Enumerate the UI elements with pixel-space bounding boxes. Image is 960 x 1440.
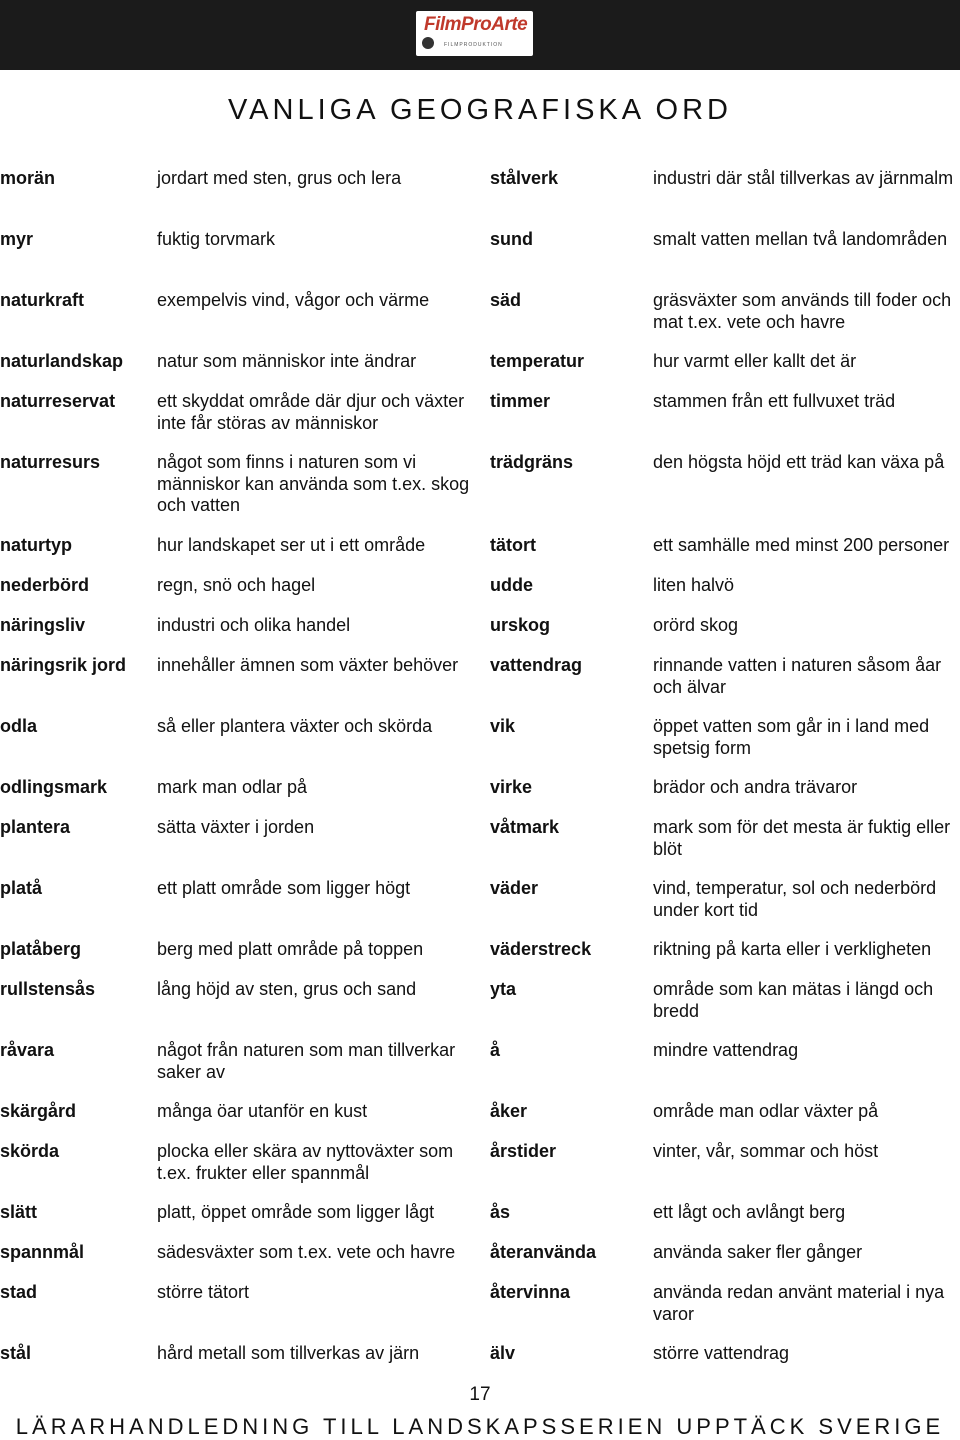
term-left: näringsliv [0,615,86,635]
definition-left: regn, snö och hagel [157,575,316,595]
term-left: näringsrik jord [0,655,127,675]
footer-text: LÄRARHANDLEDNING TILL LANDSKAPSSERIEN UPPTÄCK SVERIGE [15,1414,945,1439]
glossary-row [0,1141,960,1202]
term-left: nederbörd [0,575,90,595]
term-left: slätt [0,1202,38,1222]
term-left: skärgård [0,1101,77,1121]
film-reel-icon [422,37,434,49]
definition-right: den högsta höjd ett träd kan växa på [653,452,945,472]
glossary-row [0,939,960,979]
term-right: tätort [490,535,536,555]
definition-right: använda redan använt material i nya varor [653,1282,945,1324]
definition-right: brädor och andra trävaror [653,777,858,797]
definition-left: industri och olika handel [157,615,351,635]
term-right: återanvända [490,1242,597,1262]
term-left: stål [0,1343,32,1363]
definition-right: industri där stål tillverkas av järnmalm [653,168,954,188]
header-bar [0,0,960,70]
glossary-row [0,1101,960,1141]
glossary-row [0,229,960,290]
glossary-row [0,777,960,817]
page-title: VANLIGA GEOGRAFISKA ORD [227,94,733,126]
term-right: väderstreck [490,939,592,959]
term-right: säd [490,290,522,310]
definition-right: vind, temperatur, sol och nederbörd under kort tid [653,878,937,920]
term-left: naturlandskap [0,351,124,371]
glossary-row [0,1040,960,1101]
glossary-row [0,1202,960,1242]
definition-left: innehåller ämnen som växter behöver [157,655,459,675]
term-right: timmer [490,391,551,411]
definition-left: lång höjd av sten, grus och sand [157,979,417,999]
definition-left: exempelvis vind, vågor och värme [157,290,430,310]
definition-left: platt, öppet område som ligger lågt [157,1202,435,1222]
glossary-row [0,1343,960,1383]
term-right: urskog [490,615,551,635]
definition-left: berg med platt område på toppen [157,939,424,959]
glossary-row [0,817,960,878]
definition-right: vinter, vår, sommar och höst [653,1141,879,1161]
glossary-row [0,615,960,655]
definition-right: ett lågt och avlångt berg [653,1202,846,1222]
term-right: stålverk [490,168,559,188]
glossary-row [0,878,960,939]
term-left: platå [0,878,43,898]
definition-right: orörd skog [653,615,739,635]
definition-left: natur som människor inte ändrar [157,351,417,371]
definition-left: fuktig torvmark [157,229,276,249]
term-left: morän [0,168,56,188]
term-left: platåberg [0,939,82,959]
definition-left: ett skyddat område där djur och växter inte får störas av människor [157,391,465,433]
glossary-row [0,575,960,615]
term-right: yta [490,979,517,999]
glossary-row [0,655,960,716]
definition-left: mark man odlar på [157,777,308,797]
logo-subtext: FILMPRODUKTION [444,42,503,48]
definition-left: många öar utanför en kust [157,1101,368,1121]
definition-left: större tätort [157,1282,250,1302]
definition-right: hur varmt eller kallt det är [653,351,857,371]
term-right: å [490,1040,501,1060]
term-right: återvinna [490,1282,571,1302]
definition-right: liten halvö [653,575,735,595]
glossary-row [0,290,960,351]
term-right: åker [490,1101,528,1121]
definition-right: öppet vatten som går in i land med spetsig form [653,716,930,758]
term-right: väder [490,878,539,898]
glossary-row [0,351,960,391]
definition-right: gräsväxter som används till foder och mat t.ex. vete och havre [653,290,952,332]
term-left: rullstensås [0,979,96,999]
definition-left: sädesväxter som t.ex. vete och havre [157,1242,456,1262]
definition-right: ett samhälle med minst 200 personer [653,535,950,555]
term-left: stad [0,1282,38,1302]
definition-right: smalt vatten mellan två landområden [653,229,948,249]
term-right: älv [490,1343,516,1363]
definition-left: något från naturen som man tillverkar saker av [157,1040,456,1082]
definition-right: använda saker fler gånger [653,1242,863,1262]
glossary-row [0,1242,960,1282]
term-left: råvara [0,1040,55,1060]
glossary-row [0,168,960,229]
term-right: sund [490,229,533,249]
definition-right: rinnande vatten i naturen såsom åar och älvar [653,655,942,697]
definition-left: hård metall som tillverkas av järn [157,1343,420,1363]
definition-left: hur landskapet ser ut i ett område [157,535,426,555]
glossary-table [0,168,960,1383]
term-right: våtmark [490,817,560,837]
definition-right: mark som för det mesta är fuktig eller blöt [653,817,951,859]
definition-left: något som finns i naturen som vi människor kan använda som t.ex. skog och vatten [157,452,470,515]
term-left: skörda [0,1141,60,1161]
page-number: 17 [469,1384,491,1405]
term-left: odlingsmark [0,777,108,797]
term-left: naturreservat [0,391,116,411]
glossary-row [0,452,960,535]
term-left: odla [0,716,38,736]
term-left: naturtyp [0,535,72,555]
term-left: spannmål [0,1242,85,1262]
term-right: årstider [490,1141,557,1161]
definition-right: riktning på karta eller i verkligheten [653,939,932,959]
definition-right: mindre vattendrag [653,1040,799,1060]
definition-left: så eller plantera växter och skörda [157,716,433,736]
glossary-row [0,391,960,452]
glossary-row [0,979,960,1040]
glossary-row [0,716,960,777]
term-right: ås [490,1202,511,1222]
term-right: vattendrag [490,655,583,675]
term-right: trädgräns [490,452,574,472]
definition-left: jordart med sten, grus och lera [157,168,402,188]
term-right: virke [490,777,533,797]
term-left: naturresurs [0,452,101,472]
definition-left: plocka eller skära av nyttoväxter som t.ex. frukter eller spannmål [157,1141,454,1183]
definition-right: område som kan mätas i längd och bredd [653,979,934,1021]
term-left: plantera [0,817,71,837]
definition-right: större vattendrag [653,1343,790,1363]
term-left: myr [0,229,34,249]
term-right: udde [490,575,533,595]
term-right: temperatur [490,351,585,371]
term-left: naturkraft [0,290,85,310]
glossary-row [0,1282,960,1343]
term-right: vik [490,716,516,736]
filmproarte-logo [416,11,533,56]
definition-left: sätta växter i jorden [157,817,315,837]
glossary-row [0,535,960,575]
logo-text: FilmProArte [424,14,528,35]
definition-right: stammen från ett fullvuxet träd [653,391,896,411]
definition-left: ett platt område som ligger högt [157,878,411,898]
definition-right: område man odlar växter på [653,1101,879,1121]
